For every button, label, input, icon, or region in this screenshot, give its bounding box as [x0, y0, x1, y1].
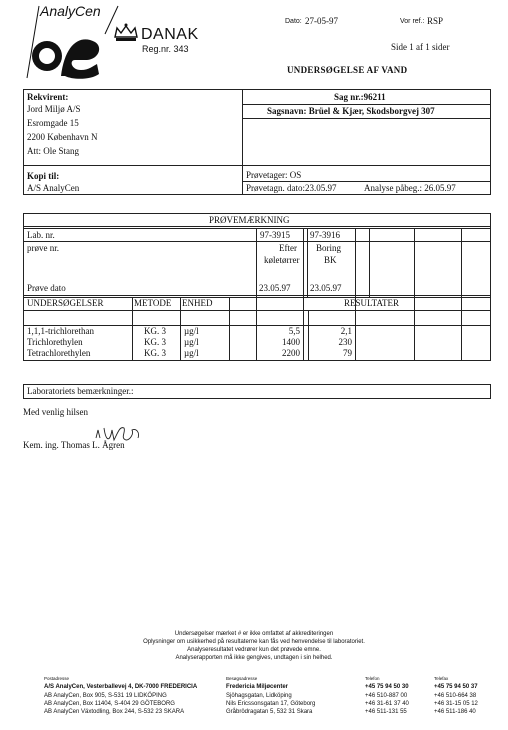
result-value: 5,5 — [288, 326, 300, 336]
logo-text: AnalyCen — [40, 3, 101, 19]
client-line: 2200 København N — [27, 132, 98, 142]
prove-nr-value: Boring — [316, 243, 342, 253]
danak-label: DANAK — [141, 26, 199, 43]
footer-tel: +45 75 94 50 30 — [365, 684, 409, 690]
client-line: Att: Ole Stang — [27, 146, 79, 156]
footer-fax: +46 31-15 05 12 — [434, 701, 478, 707]
client-line: Esromgade 15 — [27, 118, 79, 128]
lab-nr-label: Lab. nr. — [27, 230, 55, 240]
footer-besog: Fredericia Miljøcenter — [226, 684, 289, 690]
sag-nr: Sag nr.:96211 — [334, 92, 386, 102]
col-metode: METODE — [134, 298, 172, 308]
enhed-value: µg/l — [184, 348, 199, 358]
date-value: 27-05-97 — [305, 16, 338, 26]
prove-nr-label: prøve nr. — [27, 243, 59, 253]
client-case-table — [23, 89, 491, 195]
footer-fax: +46 511-186 40 — [434, 709, 476, 715]
footer-post: AB AnalyCen, Box 905, S-531 19 LIDKÖPING — [44, 693, 167, 699]
footer-tel: +46 31-61 37 40 — [365, 701, 409, 707]
result-value: 79 — [343, 348, 352, 358]
lab-nr-value: 97-3915 — [260, 230, 290, 240]
footer-post: A/S AnalyCen, Vesterballevej 4, DK-7000 FREDERICIA — [44, 684, 198, 690]
greeting: Med venlig hilsen — [23, 407, 88, 417]
reg-nr: Reg.nr. 343 — [142, 44, 189, 54]
date-label: Dato: — [285, 18, 302, 25]
page-info: Side 1 af 1 sider — [391, 42, 450, 52]
kopi-value: A/S AnalyCen — [27, 183, 80, 193]
footer-besog: Gråbrödragatan 5, 532 31 Skara — [226, 709, 313, 715]
footer-col-besog: Besøgsadresse — [226, 676, 258, 681]
enhed-value: µg/l — [184, 326, 199, 336]
result-value: 230 — [338, 337, 352, 347]
prove-dato-value: 23.05.97 — [310, 283, 342, 293]
remarks-label: Laboratoriets bemærkninger.: — [27, 386, 134, 396]
footer-col-postadresse: Postadresse — [44, 676, 70, 681]
analyse-pabeg: Analyse påbeg.: 26.05.97 — [364, 183, 456, 193]
col-undersogelser: UNDERSØGELSER — [27, 298, 104, 308]
prove-dato-label: Prøve dato — [27, 283, 66, 293]
sagsnavn: Sagsnavn: Brüel & Kjær, Skodsborgvej 307 — [267, 106, 435, 116]
document-title: UNDERSØGELSE AF VAND — [287, 65, 408, 75]
lab-nr-value: 97-3916 — [310, 230, 340, 240]
prove-nr-value: køletørrer — [264, 255, 300, 265]
footnote-line: Analyseresultatet vedrører kun det prøvede emne. — [187, 647, 321, 653]
footer-fax: +46 510-664 38 — [434, 693, 477, 699]
ref-label: Vor ref.: — [400, 18, 425, 25]
footer-col-telefon: Telefon — [365, 676, 380, 681]
kopi-label: Kopi til: — [27, 171, 60, 181]
rekvirent-label: Rekvirent: — [27, 92, 69, 102]
analyte-name: Tetrachlorethylen — [27, 348, 91, 358]
results-table — [23, 213, 491, 361]
footer-col-telefax: Telefax — [434, 676, 449, 681]
metode-value: KG. 3 — [144, 326, 166, 336]
footer-tel: +46 511-131 55 — [365, 709, 407, 715]
enhed-value: µg/l — [184, 337, 199, 347]
footer-post: AB AnalyCen Växtodling, Box 244, S-532 23 SKARA — [44, 709, 185, 715]
footer-post: AB AnalyCen, Box 11404, S-404 29 GÖTEBORG — [44, 701, 175, 707]
result-value: 2200 — [282, 348, 300, 358]
footer-tel: +46 510-887 00 — [365, 693, 408, 699]
section-title: PRØVEMÆRKNING — [209, 215, 290, 225]
provetagn-dato: Prøvetagn. dato:23.05.97 — [246, 183, 337, 193]
ref-value: RSP — [427, 16, 444, 26]
footer-fax: +45 75 94 50 37 — [434, 684, 478, 690]
metode-value: KG. 3 — [144, 348, 166, 358]
provetager: Prøvetager: OS — [246, 170, 302, 180]
remarks-box — [23, 384, 491, 399]
prove-nr-value: Efter — [279, 243, 297, 253]
footer-besog: Nils Ericssonsgatan 17, Göteborg — [226, 701, 316, 707]
analyte-name: Trichlorethylen — [27, 337, 83, 347]
signer-name: Kem. ing. Thomas L. Ågren — [23, 440, 125, 450]
footnote-line: Undersøgelser mærket # er ikke omfattet af akkrediteringen — [174, 631, 334, 637]
metode-value: KG. 3 — [144, 337, 166, 347]
result-value: 2,1 — [340, 326, 352, 336]
prove-dato-value: 23.05.97 — [259, 283, 291, 293]
footnote — [0, 630, 508, 662]
result-value: 1400 — [282, 337, 300, 347]
prove-nr-value: BK — [324, 255, 337, 265]
analyte-name: 1,1,1-trichlorethan — [27, 326, 94, 336]
footnote-line: Analyserapporten må ikke gengives, undtagen i sin helhed. — [175, 655, 333, 661]
footer-besog: Sjöhagsgatan, Lidköping — [226, 693, 292, 699]
client-line: Jord Miljø A/S — [27, 104, 81, 114]
col-resultater: RESULTATER — [344, 298, 399, 308]
crown-icon — [113, 23, 139, 43]
footnote-line: Oplysninger om usikkerhed på resultaterne kan fås ved henvendelse til laboratoriet. — [143, 639, 365, 645]
col-enhed: ENHED — [182, 298, 213, 308]
